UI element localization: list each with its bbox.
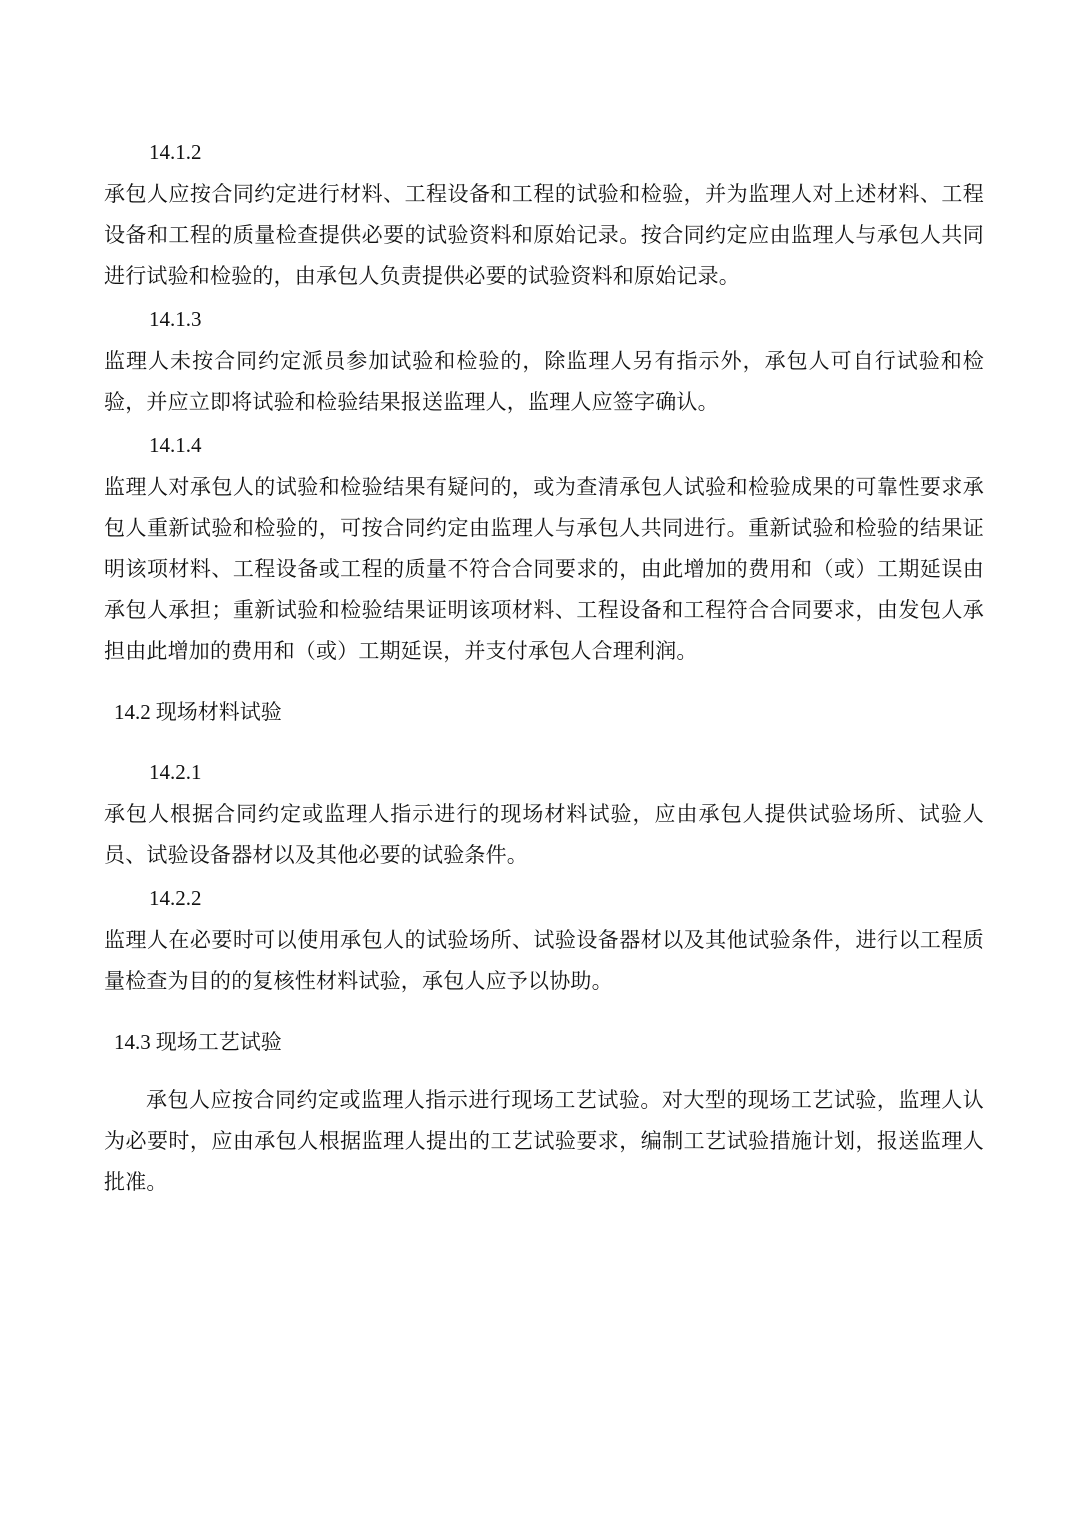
clause-number-14-2-2: 14.2.2	[149, 886, 202, 910]
clause-number-14-2-1: 14.2.1	[149, 760, 202, 784]
document-body	[104, 130, 984, 1203]
section-title-14-3: 现场工艺试验	[155, 1030, 282, 1054]
section-number-14-3: 14.3	[114, 1030, 151, 1054]
clause-text-14-2-1: 承包人根据合同约定或监理人指示进行的现场材料试验，应由承包人提供试验场所、试验人员、试验设备器材以及其他必要的试验条件。	[104, 802, 984, 867]
clause-text-14-1-3: 监理人未按合同约定派员参加试验和检验的，除监理人另有指示外，承包人可自行试验和检验，并应立即将试验和检验结果报送监理人，监理人应签字确认。	[104, 349, 984, 414]
clause-number-14-1-3: 14.1.3	[149, 307, 202, 331]
section-heading-14-2	[104, 690, 984, 734]
clause-number-14-1-2: 14.1.2	[149, 140, 202, 164]
section-number-14-2: 14.2	[114, 700, 151, 724]
clause-text-14-1-4: 监理人对承包人的试验和检验结果有疑问的，或为查清承包人试验和检验成果的可靠性要求承包人重新试验和检验的，可按合同约定由监理人与承包人共同进行。重新试验和检验的结果证明该项材料、工程设备或工程的质量不符合合同要求的，由此增加的费用和（或）工期延误由承包人承担；重新试验和检验结果证明该项材料、工程设备和工程符合合同要求，由发包人承担由此增加的费用和（或）工期延误，并支付承包人合理利润。	[104, 475, 984, 663]
section-text-14-3: 承包人应按合同约定或监理人指示进行现场工艺试验。对大型的现场工艺试验，监理人认为必要时，应由承包人根据监理人提出的工艺试验要求，编制工艺试验措施计划，报送监理人批准。	[104, 1088, 984, 1194]
clause-text-14-1-2: 承包人应按合同约定进行材料、工程设备和工程的试验和检验，并为监理人对上述材料、工程设备和工程的质量检查提供必要的试验资料和原始记录。按合同约定应由监理人与承包人共同进行试验和检验的，由承包人负责提供必要的试验资料和原始记录。	[104, 182, 984, 288]
clause-text-14-2-2: 监理人在必要时可以使用承包人的试验场所、试验设备器材以及其他试验条件，进行以工程质量检查为目的的复核性材料试验，承包人应予以协助。	[104, 928, 984, 993]
section-heading-14-3	[104, 1020, 984, 1064]
clause-number-14-1-4: 14.1.4	[149, 433, 202, 457]
section-title-14-2: 现场材料试验	[155, 700, 282, 724]
